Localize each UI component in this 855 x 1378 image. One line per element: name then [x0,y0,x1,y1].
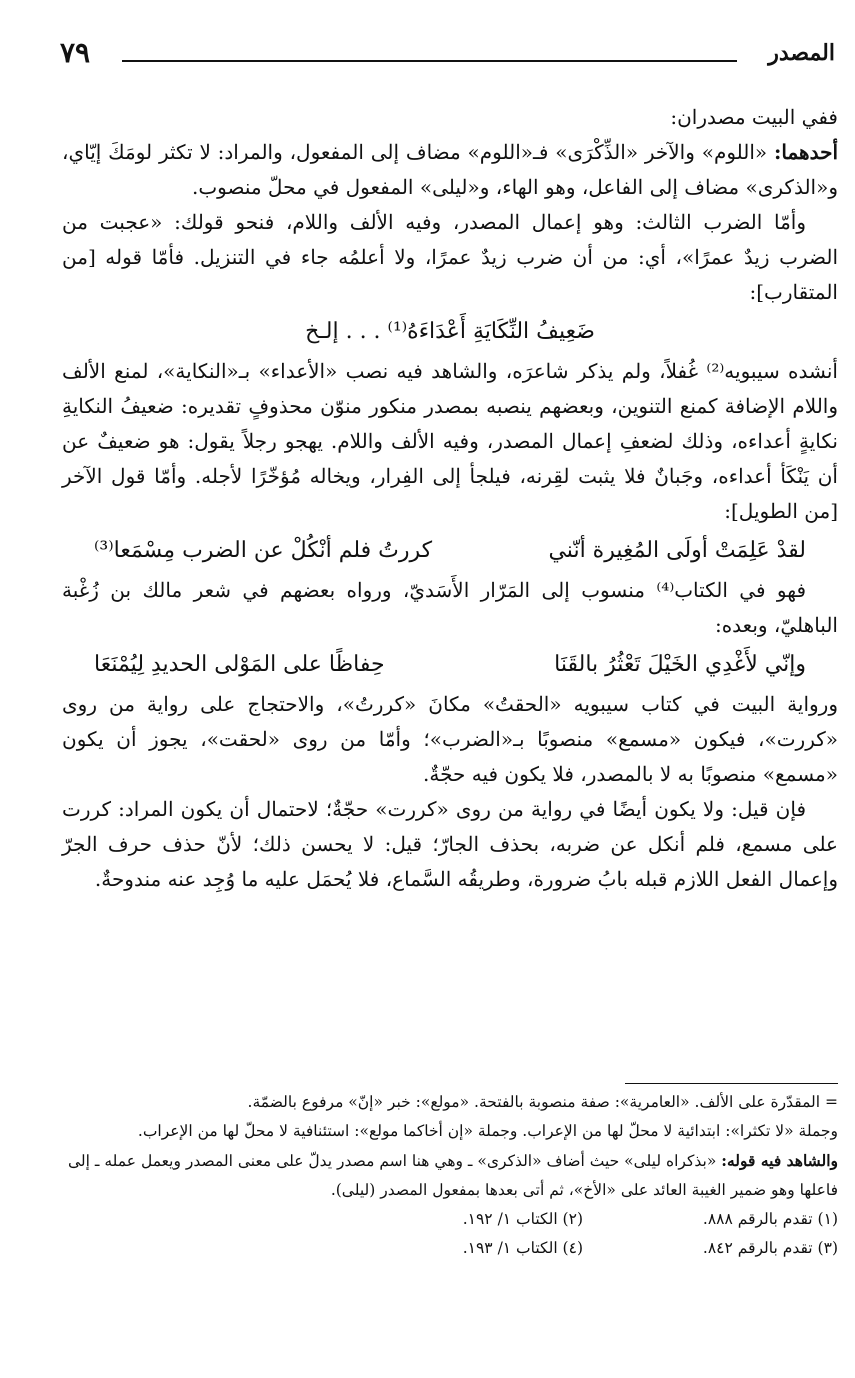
footnote-2: (٢) الكتاب ١/ ١٩٢. [462,1210,583,1228]
footnote-shahid-text: «بذكراه ليلى» حيث أضاف «الذكرى» ـ وهي هنا اسم مصدر يدلّ على معنى المصدر ويعمل عمله ـ إلى فاعلها وهو ضمير الغيبة العائد على «الأخ»، ثم أتى بعدها بمفعول المصدر (ليلى). [68,1152,838,1199]
footnote-1: (١) تقدم بالرقم ٨٨٨. [702,1210,838,1228]
verse-line-3 [62,643,838,687]
paragraph-riwaya: ورواية البيت في كتاب سيبويه «الحقتُ» مكانَ «كررتُ»، والاحتجاج على رواية من روى «كررت»، فيكون «مسمع» منصوبًا بـ«الضرب»؛ وأمّا من روى «لحقت»، يجوز أن يكون «مسمع» منصوبًا به لا بالمصدر، فلا يكون فيه حجّةٌ. [62,692,838,786]
footnote-shahid-lead: والشاهد فيه قوله: [721,1151,839,1170]
footnote-3: (٣) تقدم بالرقم ٨٤٢. [702,1239,838,1257]
footnote-4: (٤) الكتاب ١/ ١٩٣. [462,1239,583,1257]
paragraph-first-masdar [62,135,838,205]
header-rule [122,60,737,62]
page-header [60,36,835,76]
footnote-shahid [68,1146,838,1205]
verse-hemistich-first: لقدْ عَلِمَتْ أولَى المُغِيرة أنّني [548,538,806,563]
footnote-continuation: = المقدّرة على الألف. «العامرية»: صفة منصوبة بالفتحة. «مولع»: خبر «إنّ» مرفوع بالضمّة. [247,1093,838,1111]
paragraph-objection: فإن قيل: ولا يكون أيضًا في رواية من روى «كررت» حجّةٌ؛ لاحتمال أن يكون المراد: كررت على مسمع، فلم أنكل عن ضربه، بحذف الجارّ؛ قيل: لا يحسن ذلك؛ لأنّ حذف حرف الجرّ وإعمال الفعل اللازم قبله بابُ ضرورة، وطريقُه السَّماع، فلا يُحمَل عليه ما وُجِد عنه مندوحةٌ. [62,797,838,891]
main-text [62,100,838,897]
paragraph-sibawayh: أنشده سيبويه⁽²⁾ غُفلاً، ولم يذكر شاعرَه، والشاهد فيه نصب «الأعداء» بـ«النكاية»، لمنع الألف واللام الإضافة كمنع التنوين، وبعضهم ينصبه بمصدر منكور منوّن محذوفٍ تقديره: ضعيفُ النكايةِ نكايةٍ أعداءه، وذلك لضعفِ إعمال المصدر، وفيه الألف واللام. يهجو رجلاً يقول: هو ضعيفٌ عن أن يَنْكَأ أعداءه، وجَبانٌ فلا يثبت لقِرنه، فيلجأ إلى الفِرار، ويخاله مُؤخّرًا لأجله. وأمّا قول الآخر [من الطويل]: [62,359,838,523]
chapter-title: المصدر [768,40,835,66]
footnote-rule [625,1083,838,1084]
verse-line-2 [62,529,838,573]
footnote-row [68,1234,838,1263]
paragraph-text: «اللوم» والآخر «الذِّكْرَى» فـ«اللوم» مضاف إلى المفعول، والمراد: لا تكثر لومَكَ إيّاي، و«الذكرى» مضاف إلى الفاعل، وهو الهاء، و«ليلى» المفعول في محلّ منصوب. [62,140,838,199]
paragraph-intro: ففي البيت مصدران: [670,105,838,129]
verse-line-1: ضَعِيفُ النِّكَايَةِ أَعْدَاءَهُ⁽¹⁾ . . . إلـخ [305,319,595,344]
paragraph-lead-word: أحدهما: [774,140,839,164]
verse-hemistich-second: كررتُ فلم أنْكُلْ عن الضرب مِسْمَعا⁽³⁾ [94,538,433,563]
verse-hemistich-first: وإنّي لأَغْدِي الخَيْلَ تَعْثُرُ بالقَنَا [554,652,806,677]
footnotes [68,1088,838,1263]
verse-hemistich-second: حِفاظًا على المَوْلى الحديدِ لِيُمْنَعَا [94,652,385,677]
paragraph-third-type: وأمّا الضرب الثالث: وهو إعمال المصدر، وفيه الألف واللام، فنحو قولك: «عجبت من الضرب زيدٌ عمرًا»، أي: من أن ضرب زيدٌ عمرًا، ولا أعلمُه جاء في التنزيل. فأمّا قوله [من المتقارب]: [62,210,838,304]
page-number: ٧٩ [60,36,91,69]
paragraph-attribution: فهو في الكتاب⁽⁴⁾ منسوب إلى المَرّار الأَسَديّ، ورواه بعضهم في شعر مالك بن زُغْبة الباهليّ، وبعده: [62,578,838,637]
footnote-row [68,1205,838,1234]
footnote-continuation: وجملة «لا تكثرا»: ابتدائية لا محلّ لها من الإعراب. وجملة «إن أخاكما مولع»: استئنافية لا محلّ لها من الإعراب. [137,1122,838,1140]
